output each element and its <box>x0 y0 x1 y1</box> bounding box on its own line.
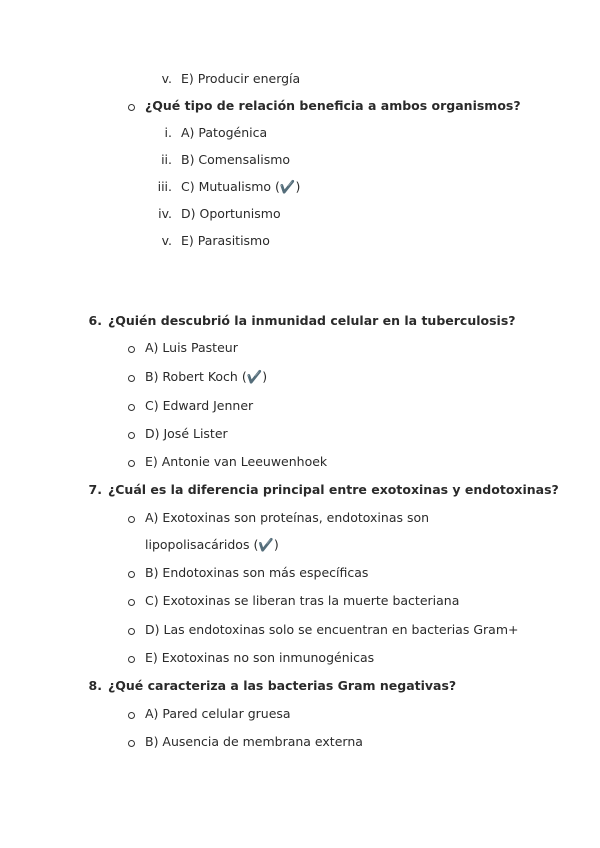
bullet-icon <box>128 571 135 578</box>
bullet-icon <box>128 712 135 719</box>
bullet-icon <box>128 375 135 382</box>
option-item: D) José Lister <box>145 426 228 441</box>
option-item-correct: B) Robert Koch (✔️) <box>145 369 268 384</box>
question-text: ¿Cuál es la diferencia principal entre exotoxinas y endotoxinas? <box>108 482 559 497</box>
option-item: A) Pared celular gruesa <box>145 706 291 721</box>
option-item: A) Luis Pasteur <box>145 340 238 355</box>
bullet-icon <box>128 599 135 606</box>
roman-marker: iv. <box>158 206 172 221</box>
question-number: 6. <box>88 313 102 328</box>
question-number: 7. <box>88 482 102 497</box>
option-item: C) Edward Jenner <box>145 398 254 413</box>
option-item: E) Antonie van Leeuwenhoek <box>145 454 328 469</box>
bullet-icon <box>128 432 135 439</box>
option-item: C) Exotoxinas se liberan tras la muerte bacteriana <box>145 593 460 608</box>
bullet-icon <box>128 104 135 111</box>
question-text: ¿Qué tipo de relación beneficia a ambos organismos? <box>145 98 521 113</box>
option-item: A) Patogénica <box>181 125 268 140</box>
option-item-correct: C) Mutualismo (✔️) <box>181 179 301 194</box>
bullet-icon <box>128 740 135 747</box>
bullet-icon <box>128 404 135 411</box>
bullet-icon <box>128 656 135 663</box>
question-number: 8. <box>88 678 102 693</box>
bullet-icon <box>128 346 135 353</box>
roman-marker: v. <box>161 71 172 86</box>
bullet-icon <box>128 628 135 635</box>
question-text: ¿Qué caracteriza a las bacterias Gram negativas? <box>108 678 457 693</box>
roman-marker: ii. <box>161 152 172 167</box>
option-item-correct: A) Exotoxinas son proteínas, endotoxinas son <box>145 510 430 525</box>
bullet-icon <box>128 516 135 523</box>
option-item-continuation: lipopolisacáridos (✔️) <box>145 537 279 552</box>
option-item: B) Ausencia de membrana externa <box>145 734 363 749</box>
option-item: D) Las endotoxinas solo se encuentran en bacterias Gram+ <box>145 622 519 637</box>
option-item: B) Comensalismo <box>181 152 291 167</box>
bullet-icon <box>128 460 135 467</box>
roman-marker: iii. <box>157 179 172 194</box>
option-item: B) Endotoxinas son más específicas <box>145 565 369 580</box>
option-item: E) Parasitismo <box>181 233 270 248</box>
roman-marker: i. <box>164 125 172 140</box>
option-item: E) Exotoxinas no son inmunogénicas <box>145 650 375 665</box>
roman-marker: v. <box>161 233 172 248</box>
question-text: ¿Quién descubrió la inmunidad celular en la tuberculosis? <box>108 313 516 328</box>
option-item: E) Producir energía <box>181 71 301 86</box>
option-item: D) Oportunismo <box>181 206 281 221</box>
